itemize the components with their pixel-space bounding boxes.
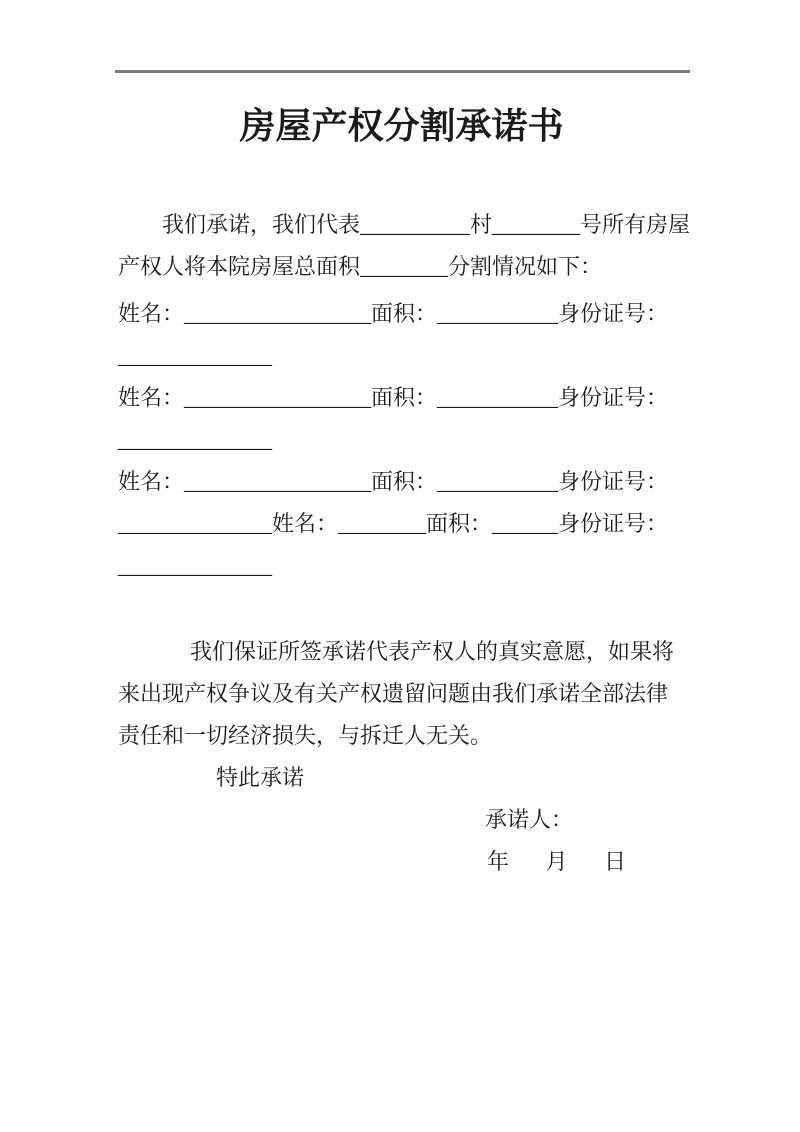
owner-entries <box>118 293 685 587</box>
pledge-line-1: 我们保证所签承诺代表产权人的真实意愿，如果将 <box>190 639 675 664</box>
entry-line-4-continuation: ______________ <box>118 553 272 578</box>
entry-line-3: 姓名：_________________面积：___________身份证号： <box>118 469 669 494</box>
header-divider <box>115 70 690 73</box>
entry-line-1: 姓名：_________________面积：___________身份证号： <box>118 301 669 326</box>
entry-line-2: 姓名：_________________面积：___________身份证号： <box>118 385 669 410</box>
entry-line-4: ______________姓名：________面积：______身份证号： <box>118 511 669 536</box>
pledge-paragraph <box>118 631 685 757</box>
intro-line-1: 我们承诺，我们代表__________村________号所有房屋 <box>162 212 691 237</box>
entry-line-1-continuation: ______________ <box>118 343 272 368</box>
pledge-line-3: 责任和一切经济损失，与拆迁人无关。 <box>118 723 493 748</box>
year-label: 年 <box>487 849 510 874</box>
month-label: 月 <box>545 849 568 874</box>
pledge-line-2: 来出现产权争议及有关产权遗留问题由我们承诺全部法律 <box>118 681 669 706</box>
document-title: 房屋产权分割承诺书 <box>239 106 564 146</box>
closing-statement: 特此承诺 <box>216 765 305 790</box>
date-line <box>118 841 685 883</box>
document-body <box>118 204 691 883</box>
day-label: 日 <box>604 849 627 874</box>
signer-label: 承诺人： <box>485 807 574 832</box>
intro-line-2: 产权人将本院房屋总面积________分割情况如下： <box>118 254 603 279</box>
entry-line-2-continuation: ______________ <box>118 427 272 452</box>
